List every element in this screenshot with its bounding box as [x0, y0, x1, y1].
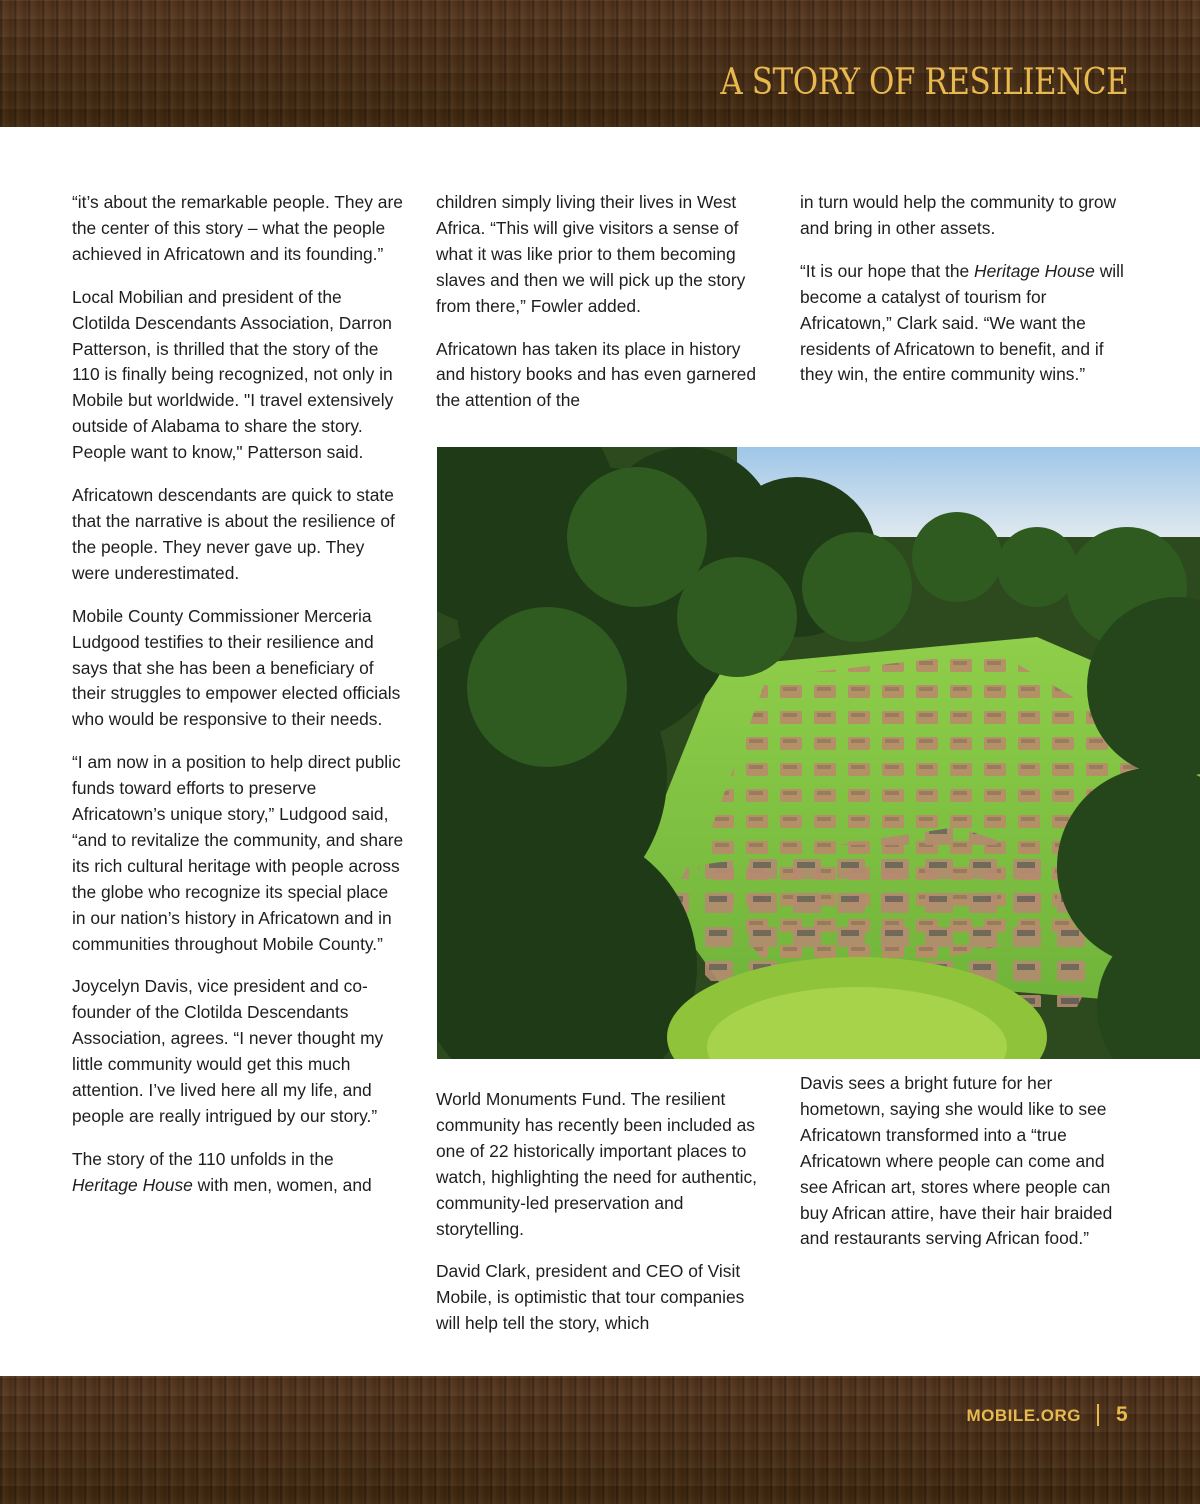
paragraph: Davis sees a bright future for her hometown, saying she would like to see Africatown transformed into a “true Africatown where people can come and see African art, stores where people can buy African attire, have their hair braided and restaurants serving African food.”: [800, 1073, 1113, 1249]
paragraph: “it’s about the remarkable people. They are the center of this story – what the people achieved in Africatown and its founding.”: [72, 192, 403, 264]
page-number: 5: [1116, 1403, 1128, 1426]
footer-site-name: MOBILE.ORG: [966, 1406, 1081, 1425]
cemetery-aerial-photo: [437, 447, 1200, 1059]
text-run: The story of the 110 unfolds in the: [72, 1148, 334, 1169]
paragraph: in turn would help the community to grow and bring in other assets.: [800, 192, 1117, 238]
section-title: A STORY OF RESILIENCE: [720, 62, 1128, 103]
paragraph: “I am now in a position to help direct public funds toward efforts to preserve Africatown’s unique story,” Ludgood said, “and to revitalize the community, and share its rich cultural heritage with people across the globe who recognize its special place in our nation’s history in Africatown and in communities throughout Mobile County.”: [72, 752, 404, 954]
italic-title: Heritage House: [72, 1174, 193, 1195]
paragraph: Africatown descendants are quick to state that the narrative is about the resilience of the people. They never gave up. They were underestimated.: [72, 485, 395, 583]
paragraph: Joycelyn Davis, vice president and co-founder of the Clotilda Descendants Association, agrees. “I never thought my little community would get this much attention. I’ve lived here all my life, and people are really intrigued by our story.”: [72, 976, 384, 1126]
text-run: will become a catalyst of tourism for Africatown,” Clark said. “We want the residents of Africatown to benefit, and if they win, the entire community wins.”: [800, 260, 1124, 385]
article-column-3: [800, 190, 1132, 405]
header-band: [0, 0, 1200, 127]
text-run: “It is our hope that the: [800, 260, 975, 281]
paragraph: Africatown has taken its place in history and history books and has even garnered the attention of the: [436, 338, 757, 411]
paragraph: [800, 259, 1132, 389]
paragraph: World Monuments Fund. The resilient community has recently been included as one of 22 historically important places to watch, highlighting the need for authentic, community-led preservation and storytelling.: [436, 1089, 757, 1239]
paragraph: David Clark, president and CEO of Visit Mobile, is optimistic that tour companies will help tell the story, which: [436, 1261, 745, 1334]
article-column-2-continued: [436, 1087, 768, 1354]
paragraph: [72, 1147, 404, 1199]
paragraph: children simply living their lives in West Africa. “This will give visitors a sense of what it was like prior to them becoming slaves and then we will pick up the story from there,” Fowler added.: [436, 192, 746, 316]
article-column-3-continued: [800, 1071, 1132, 1269]
paragraph: Mobile County Commissioner Merceria Ludgood testifies to their resilience and says that she has been a beneficiary of their struggles to empower elected officials who would be responsive to their needs.: [72, 605, 401, 730]
text-run: with men, women, and: [192, 1174, 372, 1195]
italic-title: Heritage House: [974, 260, 1095, 281]
article-column-2: [436, 190, 768, 431]
paragraph: Local Mobilian and president of the Clotilda Descendants Association, Darron Patterson, is thrilled that the story of the 110 is finally being recognized, not only in Mobile but worldwide. "I travel extensively outside of Alabama to share the story. People want to know," Patterson said.: [72, 286, 394, 463]
footer-band: [0, 1376, 1200, 1504]
article-column-1: [72, 190, 404, 1216]
footer-divider: [1097, 1404, 1099, 1426]
